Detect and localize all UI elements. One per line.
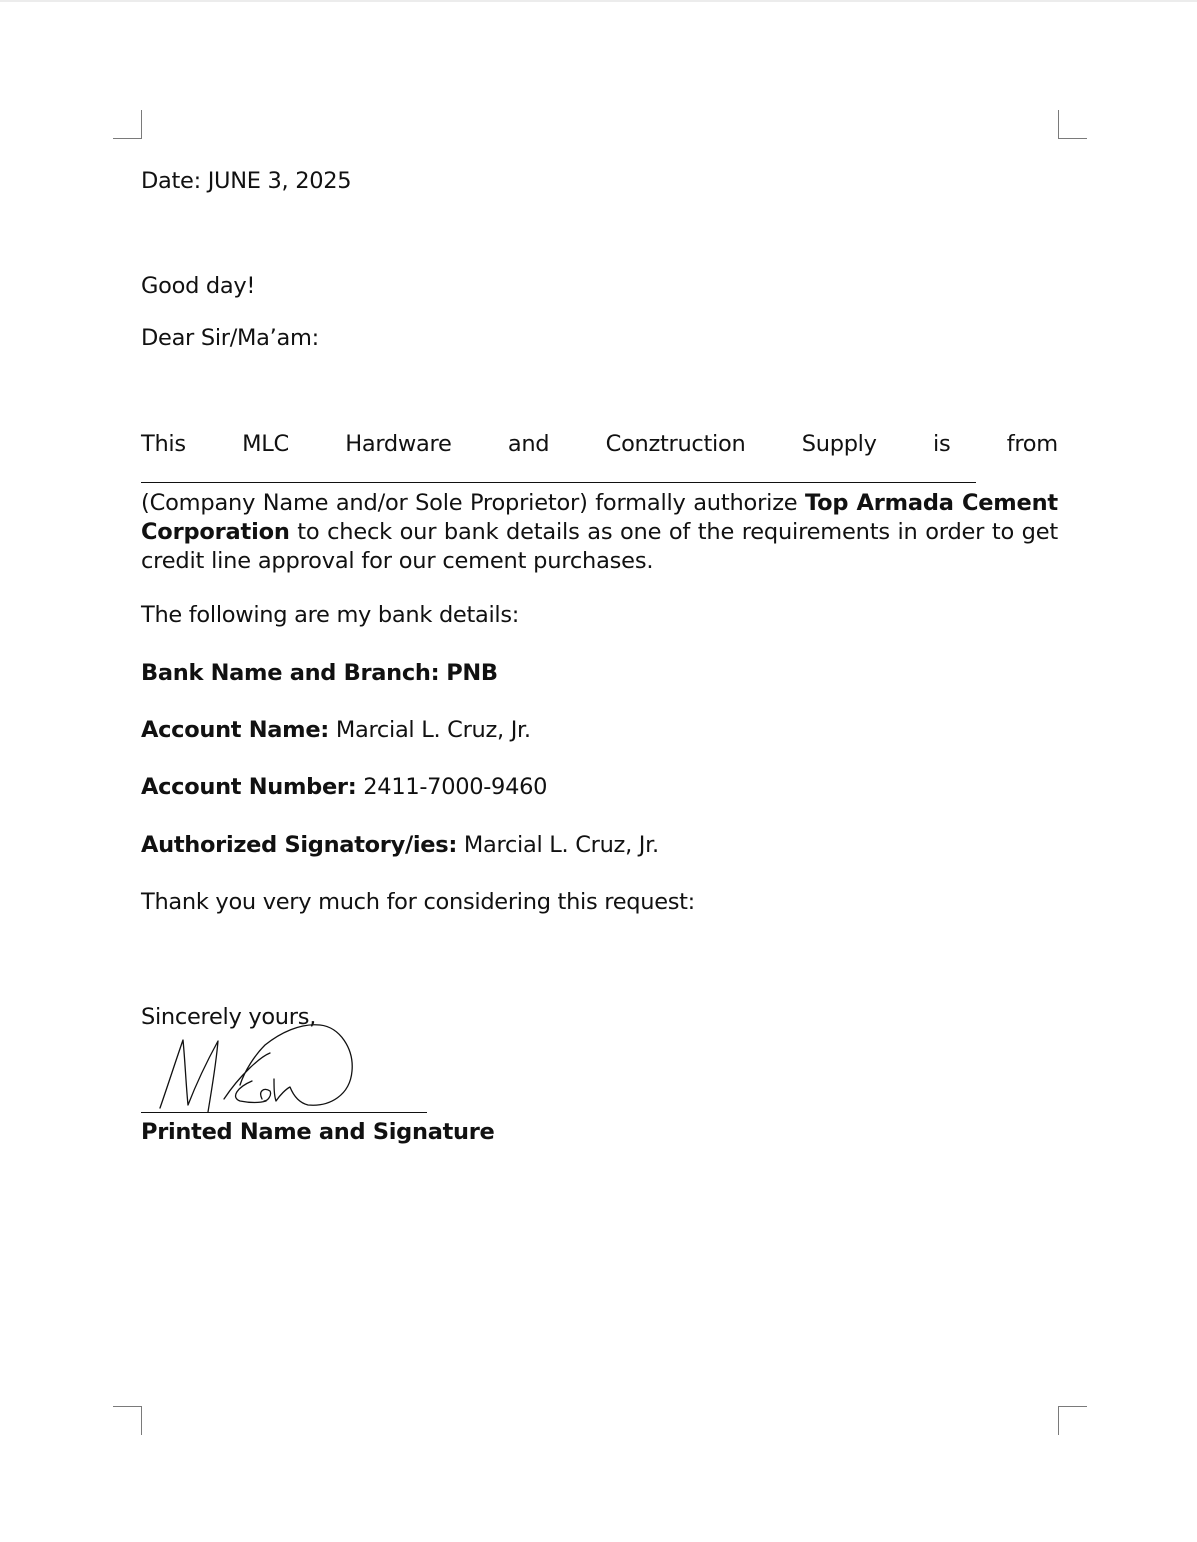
- intro-word: from: [1006, 431, 1058, 457]
- bank-name-label: Bank Name and Branch:: [141, 660, 440, 686]
- greeting: Good day!: [141, 273, 256, 299]
- signature-caption: Printed Name and Signature: [141, 1119, 495, 1145]
- body-text-part2: to check our bank details as one of the requirements in order to get credit line approval for our cement purchases.: [141, 519, 1058, 574]
- account-number-label: Account Number:: [141, 774, 357, 800]
- account-name-value: Marcial L. Cruz, Jr.: [335, 717, 531, 743]
- signatory-value: Marcial L. Cruz, Jr.: [463, 832, 659, 858]
- bank-name-value: PNB: [446, 660, 498, 686]
- account-number-row: [141, 774, 547, 800]
- company-name-blank-line: [141, 482, 976, 483]
- authorization-paragraph: [141, 489, 1058, 576]
- salutation: Dear Sir/Ma’am:: [141, 325, 319, 351]
- thanks-line: Thank you very much for considering this request:: [141, 889, 695, 915]
- intro-word: MLC: [242, 431, 289, 457]
- date-line: Date: JUNE 3, 2025: [141, 168, 352, 194]
- closing-line: Sincerely yours,: [141, 1004, 316, 1030]
- crop-mark-bottom-left: [113, 1406, 142, 1435]
- intro-line: [141, 431, 1058, 457]
- intro-word: Supply: [801, 431, 877, 457]
- bank-name-row: [141, 660, 498, 686]
- account-name-row: [141, 717, 531, 743]
- signatory-label: Authorized Signatory/ies:: [141, 832, 458, 858]
- intro-word: is: [933, 431, 951, 457]
- account-number-value: 2411-7000-9460: [363, 774, 548, 800]
- authorized-company-name: Top Armada Cement Corporation: [141, 490, 1058, 545]
- body-text-part1: (Company Name and/or Sole Proprietor) formally authorize: [141, 490, 805, 516]
- crop-mark-bottom-right: [1058, 1406, 1087, 1435]
- account-name-label: Account Name:: [141, 717, 329, 743]
- intro-word: Conztruction: [605, 431, 746, 457]
- intro-word: Hardware: [345, 431, 452, 457]
- bank-intro: The following are my bank details:: [141, 602, 520, 628]
- crop-mark-top-right: [1058, 110, 1087, 139]
- handwritten-signature: [140, 1015, 380, 1125]
- signature-line: [141, 1112, 427, 1113]
- crop-mark-top-left: [113, 110, 142, 139]
- intro-word: This: [141, 431, 186, 457]
- intro-word: and: [507, 431, 550, 457]
- signature-stroke: [160, 1025, 352, 1112]
- signatory-row: [141, 832, 659, 858]
